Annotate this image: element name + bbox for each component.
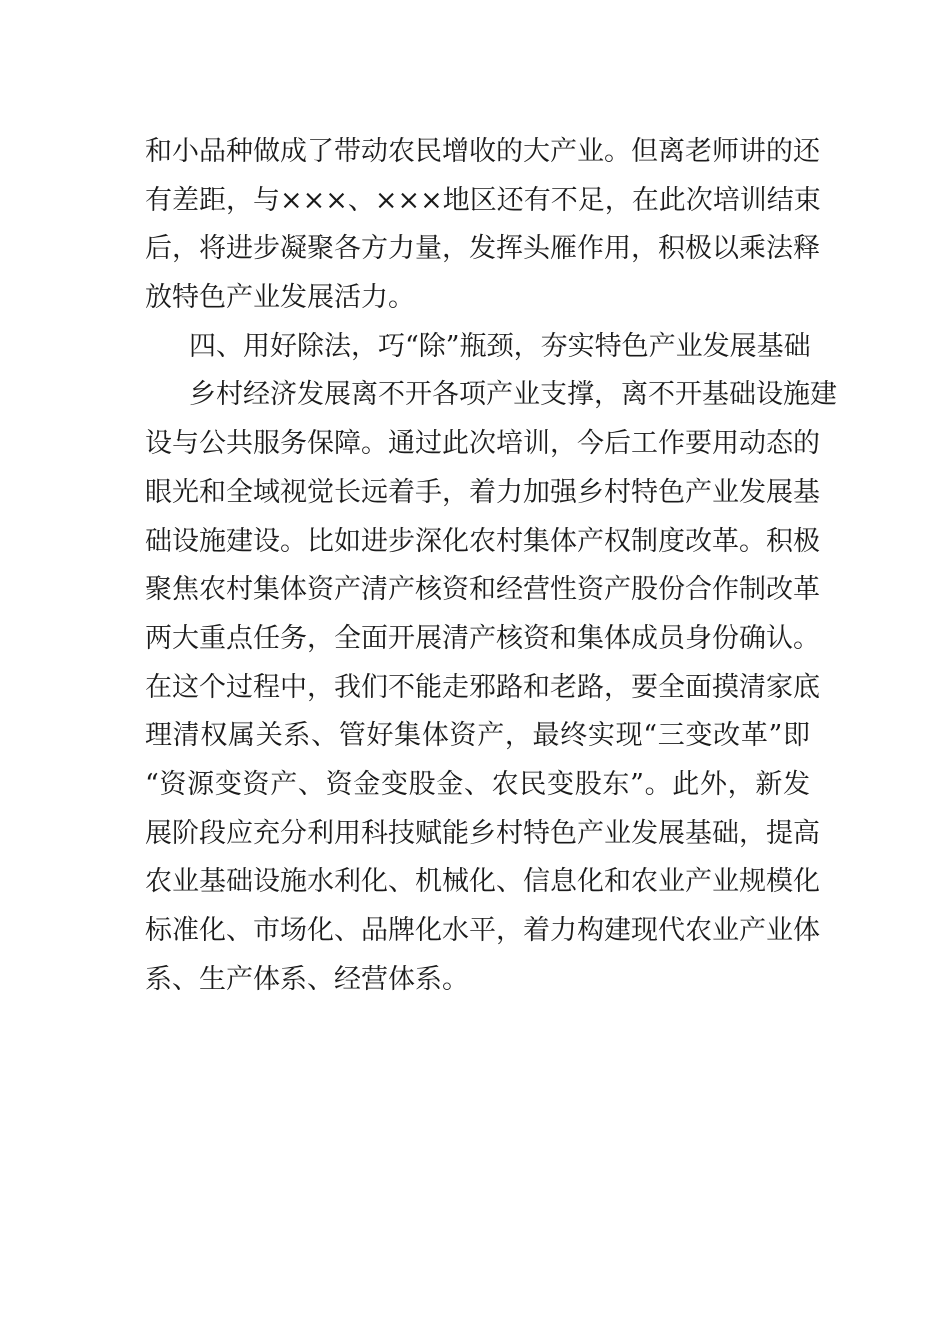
section-heading-4: 四、用好除法，巧“除”瓶颈，夯实特色产业发展基础 (189, 330, 811, 362)
text-line: 放特色产业发展活力。 (145, 282, 415, 314)
text-line: 在这个过程中，我们不能走邪路和老路，要全面摸清家底 (145, 671, 820, 703)
text-line: 农业基础设施水利化、机械化、信息化和农业产业规模化 (145, 866, 820, 898)
text-line: “资源变资产、资金变股金、农民变股东”。此外，新发 (145, 768, 810, 800)
paragraph-continuation (145, 128, 821, 323)
text-line: 乡村经济发展离不开各项产业支撑，离不开基础设施建 (189, 379, 837, 411)
text-line: 眼光和全域视觉长远着手，着力加强乡村特色产业发展基 (145, 476, 820, 508)
text-line: 展阶段应充分利用科技赋能乡村特色产业发展基础，提高 (145, 817, 820, 849)
text-line: 设与公共服务保障。通过此次培训，今后工作要用动态的 (145, 428, 820, 460)
text-line: 两大重点任务，全面开展清产核资和集体成员身份确认。 (145, 622, 820, 654)
text-line: 有差距，与×××、×××地区还有不足，在此次培训结束 (145, 184, 821, 216)
text-line: 础设施建设。比如进步深化农村集体产权制度改革。积极 (145, 525, 820, 557)
text-line: 理清权属关系、管好集体资产，最终实现“三变改革”即 (145, 720, 810, 752)
text-line: 和小品种做成了带动农民增收的大产业。但离老师讲的还 (145, 136, 820, 167)
text-line: 后，将进步凝聚各方力量，发挥头雁作用，积极以乘法释 (145, 233, 820, 265)
document-body (145, 128, 837, 1004)
text-line: 标准化、市场化、品牌化水平，着力构建现代农业产业体 (145, 915, 820, 946)
text-line: 聚焦农村集体资产清产核资和经营性资产股份合作制改革 (145, 574, 820, 606)
paragraph-section-4 (145, 371, 837, 1004)
text-line: 系、生产体系、经营体系。 (145, 963, 469, 995)
